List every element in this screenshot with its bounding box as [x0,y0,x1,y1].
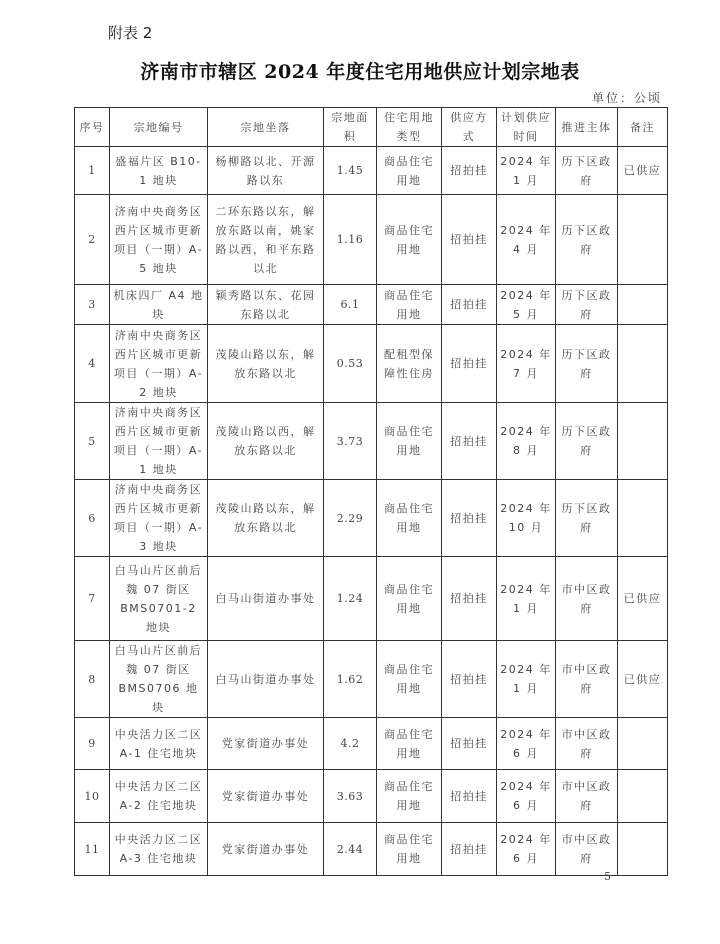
cell-id: 机床四厂 A4 地块 [110,285,208,325]
cell-entity: 市中区政府 [556,557,618,641]
cell-time: 2024 年 6 月 [497,823,556,876]
cell-location: 党家街道办事处 [208,718,324,770]
cell-method: 招拍挂 [442,325,497,403]
table-row [75,718,668,770]
cell-note [618,770,668,823]
header-type: 住宅用地类型 [377,108,442,147]
table-header-row [75,108,668,147]
unit-label: 单位：公顷 [591,91,662,105]
cell-type: 商品住宅用地 [377,480,442,557]
header-location: 宗地坐落 [208,108,324,147]
document-title: 济南市市辖区 2024 年度住宅用地供应计划宗地表 [140,61,580,83]
header-area: 宗地面积 [324,108,377,147]
cell-time: 2024 年 1 月 [497,147,556,195]
cell-location: 党家街道办事处 [208,823,324,876]
cell-area: 0.53 [324,325,377,403]
cell-method: 招拍挂 [442,285,497,325]
cell-time: 2024 年 1 月 [497,557,556,641]
cell-type: 商品住宅用地 [377,770,442,823]
cell-type: 商品住宅用地 [377,147,442,195]
cell-entity: 历下区政府 [556,195,618,285]
cell-no: 8 [75,641,110,718]
cell-area: 3.73 [324,403,377,480]
cell-area: 1.16 [324,195,377,285]
cell-id: 中央活力区二区 A-2 住宅地块 [110,770,208,823]
cell-note: 已供应 [618,557,668,641]
cell-area: 1.24 [324,557,377,641]
cell-no: 10 [75,770,110,823]
cell-no: 1 [75,147,110,195]
cell-time: 2024 年 1 月 [497,641,556,718]
cell-entity: 市中区政府 [556,718,618,770]
cell-id: 中央活力区二区 A-1 住宅地块 [110,718,208,770]
header-time: 计划供应时间 [497,108,556,147]
cell-method: 招拍挂 [442,557,497,641]
cell-area: 2.29 [324,480,377,557]
cell-method: 招拍挂 [442,195,497,285]
annex-label: 附表 2 [108,24,153,42]
cell-type: 商品住宅用地 [377,195,442,285]
cell-note [618,718,668,770]
table-row [75,641,668,718]
cell-id: 白马山片区前后魏 07 街区 BMS0701-2 地块 [110,557,208,641]
cell-area: 6.1 [324,285,377,325]
cell-location: 白马山街道办事处 [208,641,324,718]
cell-id: 济南中央商务区西片区城市更新项目（一期）A-3 地块 [110,480,208,557]
cell-id: 济南中央商务区西片区城市更新项目（一期）A-2 地块 [110,325,208,403]
cell-no: 4 [75,325,110,403]
cell-no: 11 [75,823,110,876]
cell-time: 2024 年 10 月 [497,480,556,557]
page-number: 5 [604,870,611,883]
cell-no: 5 [75,403,110,480]
table-row [75,480,668,557]
cell-entity: 历下区政府 [556,403,618,480]
cell-no: 2 [75,195,110,285]
cell-no: 7 [75,557,110,641]
cell-type: 商品住宅用地 [377,403,442,480]
cell-note [618,195,668,285]
cell-method: 招拍挂 [442,770,497,823]
cell-location: 杨柳路以北、开源路以东 [208,147,324,195]
cell-time: 2024 年 8 月 [497,403,556,480]
cell-id: 济南中央商务区西片区城市更新项目（一期）A-1 地块 [110,403,208,480]
cell-location: 颖秀路以东、花园东路以北 [208,285,324,325]
table-row [75,557,668,641]
cell-location: 茂陵山路以东，解放东路以北 [208,480,324,557]
cell-entity: 市中区政府 [556,641,618,718]
table-row [75,195,668,285]
cell-no: 3 [75,285,110,325]
cell-area: 2.44 [324,823,377,876]
cell-location: 二环东路以东，解放东路以南，姚家路以西，和平东路以北 [208,195,324,285]
cell-time: 2024 年 4 月 [497,195,556,285]
cell-entity: 市中区政府 [556,823,618,876]
cell-id: 中央活力区二区 A-3 住宅地块 [110,823,208,876]
cell-location: 白马山街道办事处 [208,557,324,641]
cell-id: 盛福片区 B10-1 地块 [110,147,208,195]
cell-area: 3.63 [324,770,377,823]
table-row [75,770,668,823]
cell-note [618,325,668,403]
cell-no: 6 [75,480,110,557]
cell-note [618,480,668,557]
cell-type: 配租型保障性住房 [377,325,442,403]
cell-time: 2024 年 7 月 [497,325,556,403]
cell-entity: 历下区政府 [556,325,618,403]
cell-entity: 历下区政府 [556,285,618,325]
cell-note [618,403,668,480]
cell-no: 9 [75,718,110,770]
cell-time: 2024 年 6 月 [497,718,556,770]
table-row [75,823,668,876]
cell-method: 招拍挂 [442,480,497,557]
cell-type: 商品住宅用地 [377,285,442,325]
table-row [75,325,668,403]
cell-time: 2024 年 5 月 [497,285,556,325]
cell-method: 招拍挂 [442,403,497,480]
cell-method: 招拍挂 [442,823,497,876]
cell-location: 党家街道办事处 [208,770,324,823]
cell-id: 白马山片区前后魏 07 街区 BMS0706 地块 [110,641,208,718]
cell-note [618,285,668,325]
land-supply-table [74,107,668,876]
cell-type: 商品住宅用地 [377,641,442,718]
table-row [75,147,668,195]
header-entity: 推进主体 [556,108,618,147]
cell-method: 招拍挂 [442,641,497,718]
cell-entity: 市中区政府 [556,770,618,823]
cell-id: 济南中央商务区西片区城市更新项目（一期）A-5 地块 [110,195,208,285]
header-id: 宗地编号 [110,108,208,147]
header-note: 备注 [618,108,668,147]
cell-location: 茂陵山路以西，解放东路以北 [208,403,324,480]
table-row [75,285,668,325]
header-no: 序号 [75,108,110,147]
cell-method: 招拍挂 [442,147,497,195]
cell-area: 4.2 [324,718,377,770]
cell-note [618,823,668,876]
cell-method: 招拍挂 [442,718,497,770]
cell-time: 2024 年 6 月 [497,770,556,823]
cell-area: 1.62 [324,641,377,718]
cell-area: 1.45 [324,147,377,195]
table-row [75,403,668,480]
cell-note: 已供应 [618,641,668,718]
cell-entity: 历下区政府 [556,480,618,557]
cell-note: 已供应 [618,147,668,195]
cell-type: 商品住宅用地 [377,718,442,770]
cell-type: 商品住宅用地 [377,823,442,876]
cell-location: 茂陵山路以东，解放东路以北 [208,325,324,403]
cell-type: 商品住宅用地 [377,557,442,641]
cell-entity: 历下区政府 [556,147,618,195]
header-method: 供应方式 [442,108,497,147]
